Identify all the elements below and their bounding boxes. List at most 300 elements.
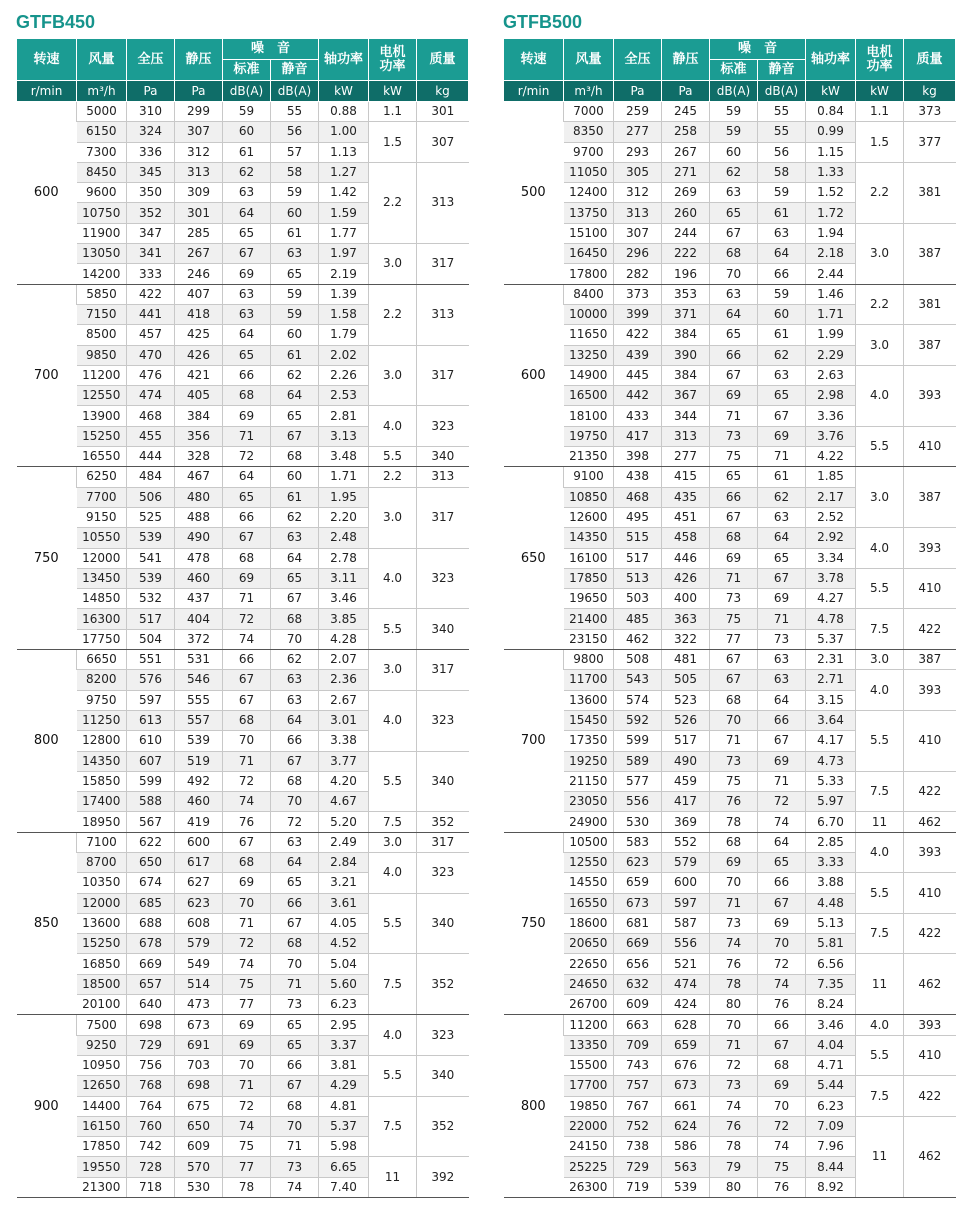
airflow-cell: 10850 bbox=[564, 487, 614, 507]
unit-total-pressure: Pa bbox=[127, 81, 175, 102]
shaft-power-cell: 7.96 bbox=[806, 1137, 856, 1157]
noise-silent-cell: 73 bbox=[271, 1157, 319, 1177]
total-pressure-cell: 513 bbox=[614, 568, 662, 588]
noise-standard-cell: 73 bbox=[710, 913, 758, 933]
noise-silent-cell: 70 bbox=[271, 792, 319, 812]
total-pressure-cell: 503 bbox=[614, 589, 662, 609]
header-noise: 噪 音 bbox=[710, 39, 806, 60]
shaft-power-cell: 3.88 bbox=[806, 873, 856, 893]
shaft-power-cell: 1.42 bbox=[319, 183, 369, 203]
shaft-power-cell: 1.72 bbox=[806, 203, 856, 223]
mass-cell: 323 bbox=[417, 852, 469, 893]
total-pressure-cell: 324 bbox=[127, 122, 175, 142]
table-row bbox=[17, 1096, 469, 1116]
airflow-cell: 15500 bbox=[564, 1055, 614, 1075]
total-pressure-cell: 517 bbox=[127, 609, 175, 629]
noise-silent-cell: 63 bbox=[758, 507, 806, 527]
table-row bbox=[504, 1035, 956, 1055]
noise-standard-cell: 63 bbox=[223, 284, 271, 304]
header-noise-silent: 静音 bbox=[271, 60, 319, 81]
noise-standard-cell: 70 bbox=[710, 710, 758, 730]
static-pressure-cell: 405 bbox=[175, 386, 223, 406]
mass-cell: 340 bbox=[417, 751, 469, 812]
noise-silent-cell: 71 bbox=[758, 609, 806, 629]
table-row bbox=[504, 832, 956, 852]
static-pressure-cell: 404 bbox=[175, 609, 223, 629]
static-pressure-cell: 556 bbox=[662, 934, 710, 954]
noise-silent-cell: 63 bbox=[271, 832, 319, 852]
noise-silent-cell: 63 bbox=[758, 670, 806, 690]
airflow-cell: 15250 bbox=[77, 426, 127, 446]
table-row bbox=[17, 467, 469, 487]
total-pressure-cell: 468 bbox=[127, 406, 175, 426]
airflow-cell: 17700 bbox=[564, 1076, 614, 1096]
airflow-cell: 21300 bbox=[77, 1177, 127, 1197]
airflow-cell: 24650 bbox=[564, 974, 614, 994]
total-pressure-cell: 293 bbox=[614, 142, 662, 162]
table-row bbox=[17, 832, 469, 852]
unit-airflow: m³/h bbox=[564, 81, 614, 102]
total-pressure-cell: 743 bbox=[614, 1055, 662, 1075]
static-pressure-cell: 623 bbox=[175, 893, 223, 913]
table-row bbox=[504, 1015, 956, 1035]
airflow-cell: 26300 bbox=[564, 1177, 614, 1197]
mass-cell: 462 bbox=[904, 954, 956, 1015]
total-pressure-cell: 610 bbox=[127, 731, 175, 751]
total-pressure-cell: 310 bbox=[127, 102, 175, 122]
mass-cell: 313 bbox=[417, 162, 469, 243]
static-pressure-cell: 600 bbox=[662, 873, 710, 893]
total-pressure-cell: 438 bbox=[614, 467, 662, 487]
noise-standard-cell: 70 bbox=[223, 731, 271, 751]
total-pressure-cell: 609 bbox=[614, 995, 662, 1015]
airflow-cell: 10000 bbox=[564, 304, 614, 324]
static-pressure-cell: 246 bbox=[175, 264, 223, 284]
total-pressure-cell: 623 bbox=[614, 852, 662, 872]
mass-cell: 393 bbox=[904, 1015, 956, 1035]
noise-standard-cell: 76 bbox=[710, 954, 758, 974]
shaft-power-cell: 1.71 bbox=[806, 304, 856, 324]
airflow-cell: 10550 bbox=[77, 528, 127, 548]
static-pressure-cell: 417 bbox=[662, 792, 710, 812]
shaft-power-cell: 4.73 bbox=[806, 751, 856, 771]
noise-silent-cell: 61 bbox=[758, 203, 806, 223]
static-pressure-cell: 418 bbox=[175, 304, 223, 324]
static-pressure-cell: 673 bbox=[175, 1015, 223, 1035]
noise-silent-cell: 68 bbox=[271, 771, 319, 791]
static-pressure-cell: 384 bbox=[175, 406, 223, 426]
mass-cell: 323 bbox=[417, 406, 469, 447]
static-pressure-cell: 609 bbox=[175, 1137, 223, 1157]
unit-mass: kg bbox=[417, 81, 469, 102]
speed-cell: 650 bbox=[504, 467, 564, 650]
shaft-power-cell: 5.33 bbox=[806, 771, 856, 791]
noise-standard-cell: 74 bbox=[223, 1116, 271, 1136]
airflow-cell: 19750 bbox=[564, 426, 614, 446]
table-row bbox=[504, 771, 956, 791]
motor-power-cell: 5.5 bbox=[369, 1055, 417, 1096]
noise-standard-cell: 63 bbox=[223, 183, 271, 203]
noise-standard-cell: 71 bbox=[223, 1076, 271, 1096]
motor-power-cell: 4.0 bbox=[369, 690, 417, 751]
noise-silent-cell: 67 bbox=[271, 426, 319, 446]
noise-standard-cell: 67 bbox=[223, 690, 271, 710]
noise-silent-cell: 67 bbox=[271, 589, 319, 609]
total-pressure-cell: 592 bbox=[614, 710, 662, 730]
noise-silent-cell: 59 bbox=[758, 183, 806, 203]
airflow-cell: 15450 bbox=[564, 710, 614, 730]
noise-silent-cell: 55 bbox=[271, 102, 319, 122]
motor-power-cell: 4.0 bbox=[369, 548, 417, 609]
shaft-power-cell: 8.24 bbox=[806, 995, 856, 1015]
static-pressure-cell: 415 bbox=[662, 467, 710, 487]
motor-power-cell: 7.5 bbox=[856, 1076, 904, 1117]
static-pressure-cell: 467 bbox=[175, 467, 223, 487]
noise-standard-cell: 74 bbox=[223, 629, 271, 649]
noise-standard-cell: 66 bbox=[223, 365, 271, 385]
total-pressure-cell: 439 bbox=[614, 345, 662, 365]
noise-silent-cell: 60 bbox=[271, 325, 319, 345]
noise-silent-cell: 62 bbox=[271, 507, 319, 527]
airflow-cell: 12000 bbox=[77, 548, 127, 568]
static-pressure-cell: 244 bbox=[662, 223, 710, 243]
noise-standard-cell: 73 bbox=[710, 426, 758, 446]
mass-cell: 387 bbox=[904, 223, 956, 284]
total-pressure-cell: 532 bbox=[127, 589, 175, 609]
static-pressure-cell: 424 bbox=[662, 995, 710, 1015]
static-pressure-cell: 260 bbox=[662, 203, 710, 223]
total-pressure-cell: 422 bbox=[127, 284, 175, 304]
mass-cell: 313 bbox=[417, 467, 469, 487]
table-row bbox=[504, 1076, 956, 1096]
noise-silent-cell: 73 bbox=[271, 995, 319, 1015]
airflow-cell: 15100 bbox=[564, 223, 614, 243]
airflow-cell: 18600 bbox=[564, 913, 614, 933]
shaft-power-cell: 3.61 bbox=[319, 893, 369, 913]
table-row bbox=[504, 284, 956, 304]
airflow-cell: 21400 bbox=[564, 609, 614, 629]
noise-silent-cell: 71 bbox=[271, 974, 319, 994]
motor-power-cell: 5.5 bbox=[856, 710, 904, 771]
table-row bbox=[504, 913, 956, 933]
speed-cell: 600 bbox=[17, 102, 77, 285]
table-row bbox=[504, 325, 956, 345]
airflow-cell: 9700 bbox=[564, 142, 614, 162]
noise-standard-cell: 67 bbox=[710, 670, 758, 690]
airflow-cell: 20100 bbox=[77, 995, 127, 1015]
shaft-power-cell: 2.18 bbox=[806, 244, 856, 264]
mass-cell: 301 bbox=[417, 102, 469, 122]
static-pressure-cell: 299 bbox=[175, 102, 223, 122]
table-row bbox=[17, 893, 469, 913]
motor-power-cell: 7.5 bbox=[369, 812, 417, 832]
speed-cell: 900 bbox=[17, 1015, 77, 1198]
noise-silent-cell: 66 bbox=[758, 873, 806, 893]
mass-cell: 387 bbox=[904, 467, 956, 528]
noise-standard-cell: 63 bbox=[223, 304, 271, 324]
total-pressure-cell: 678 bbox=[127, 934, 175, 954]
static-pressure-cell: 426 bbox=[175, 345, 223, 365]
unit-shaft-power: kW bbox=[806, 81, 856, 102]
noise-standard-cell: 66 bbox=[223, 650, 271, 670]
shaft-power-cell: 3.33 bbox=[806, 852, 856, 872]
table-row bbox=[504, 670, 956, 690]
motor-power-cell: 3.0 bbox=[856, 325, 904, 366]
airflow-cell: 8350 bbox=[564, 122, 614, 142]
noise-silent-cell: 68 bbox=[271, 1096, 319, 1116]
static-pressure-cell: 267 bbox=[662, 142, 710, 162]
static-pressure-cell: 419 bbox=[175, 812, 223, 832]
motor-power-cell: 3.0 bbox=[856, 223, 904, 284]
noise-standard-cell: 60 bbox=[710, 142, 758, 162]
airflow-cell: 10750 bbox=[77, 203, 127, 223]
noise-silent-cell: 67 bbox=[758, 568, 806, 588]
shaft-power-cell: 6.70 bbox=[806, 812, 856, 832]
static-pressure-cell: 459 bbox=[662, 771, 710, 791]
shaft-power-cell: 8.44 bbox=[806, 1157, 856, 1177]
shaft-power-cell: 3.36 bbox=[806, 406, 856, 426]
noise-silent-cell: 67 bbox=[758, 731, 806, 751]
total-pressure-cell: 484 bbox=[127, 467, 175, 487]
static-pressure-cell: 530 bbox=[175, 1177, 223, 1197]
total-pressure-cell: 530 bbox=[614, 812, 662, 832]
speed-cell: 800 bbox=[17, 650, 77, 833]
noise-standard-cell: 64 bbox=[223, 467, 271, 487]
noise-standard-cell: 70 bbox=[223, 893, 271, 913]
mass-cell: 410 bbox=[904, 1035, 956, 1076]
noise-silent-cell: 69 bbox=[758, 426, 806, 446]
airflow-cell: 21150 bbox=[564, 771, 614, 791]
shaft-power-cell: 2.95 bbox=[319, 1015, 369, 1035]
airflow-cell: 13250 bbox=[564, 345, 614, 365]
static-pressure-cell: 328 bbox=[175, 447, 223, 467]
airflow-cell: 14200 bbox=[77, 264, 127, 284]
static-pressure-cell: 531 bbox=[175, 650, 223, 670]
shaft-power-cell: 3.38 bbox=[319, 731, 369, 751]
shaft-power-cell: 3.81 bbox=[319, 1055, 369, 1075]
shaft-power-cell: 4.28 bbox=[319, 629, 369, 649]
total-pressure-cell: 760 bbox=[127, 1116, 175, 1136]
total-pressure-cell: 757 bbox=[614, 1076, 662, 1096]
motor-power-cell: 3.0 bbox=[369, 832, 417, 852]
static-pressure-cell: 480 bbox=[175, 487, 223, 507]
motor-power-cell: 2.2 bbox=[369, 284, 417, 345]
unit-shaft-power: kW bbox=[319, 81, 369, 102]
motor-power-cell: 5.5 bbox=[369, 447, 417, 467]
total-pressure-cell: 650 bbox=[127, 852, 175, 872]
noise-standard-cell: 65 bbox=[223, 223, 271, 243]
static-pressure-cell: 390 bbox=[662, 345, 710, 365]
airflow-cell: 19250 bbox=[564, 751, 614, 771]
noise-silent-cell: 66 bbox=[758, 1015, 806, 1035]
unit-motor-power: kW bbox=[369, 81, 417, 102]
noise-standard-cell: 71 bbox=[223, 589, 271, 609]
static-pressure-cell: 597 bbox=[662, 893, 710, 913]
static-pressure-cell: 425 bbox=[175, 325, 223, 345]
total-pressure-cell: 767 bbox=[614, 1096, 662, 1116]
airflow-cell: 14900 bbox=[564, 365, 614, 385]
noise-silent-cell: 67 bbox=[271, 1076, 319, 1096]
shaft-power-cell: 1.58 bbox=[319, 304, 369, 324]
airflow-cell: 22000 bbox=[564, 1116, 614, 1136]
shaft-power-cell: 3.11 bbox=[319, 568, 369, 588]
shaft-power-cell: 0.84 bbox=[806, 102, 856, 122]
static-pressure-cell: 492 bbox=[175, 771, 223, 791]
header-mass: 质量 bbox=[417, 39, 469, 81]
airflow-cell: 16150 bbox=[77, 1116, 127, 1136]
noise-standard-cell: 71 bbox=[710, 1035, 758, 1055]
noise-silent-cell: 63 bbox=[758, 365, 806, 385]
total-pressure-cell: 433 bbox=[614, 406, 662, 426]
shaft-power-cell: 6.65 bbox=[319, 1157, 369, 1177]
airflow-cell: 12550 bbox=[77, 386, 127, 406]
total-pressure-cell: 444 bbox=[127, 447, 175, 467]
noise-silent-cell: 59 bbox=[271, 284, 319, 304]
mass-cell: 340 bbox=[417, 447, 469, 467]
header-noise-silent: 静音 bbox=[758, 60, 806, 81]
total-pressure-cell: 313 bbox=[614, 203, 662, 223]
total-pressure-cell: 476 bbox=[127, 365, 175, 385]
static-pressure-cell: 245 bbox=[662, 102, 710, 122]
total-pressure-cell: 551 bbox=[127, 650, 175, 670]
static-pressure-cell: 552 bbox=[662, 832, 710, 852]
table-row bbox=[504, 162, 956, 182]
shaft-power-cell: 3.34 bbox=[806, 548, 856, 568]
static-pressure-cell: 474 bbox=[662, 974, 710, 994]
noise-standard-cell: 67 bbox=[710, 223, 758, 243]
total-pressure-cell: 588 bbox=[127, 792, 175, 812]
shaft-power-cell: 2.98 bbox=[806, 386, 856, 406]
noise-standard-cell: 72 bbox=[710, 1055, 758, 1075]
noise-standard-cell: 74 bbox=[223, 792, 271, 812]
shaft-power-cell: 5.60 bbox=[319, 974, 369, 994]
shaft-power-cell: 3.48 bbox=[319, 447, 369, 467]
shaft-power-cell: 2.78 bbox=[319, 548, 369, 568]
static-pressure-cell: 446 bbox=[662, 548, 710, 568]
total-pressure-cell: 347 bbox=[127, 223, 175, 243]
mass-cell: 422 bbox=[904, 913, 956, 954]
static-pressure-cell: 271 bbox=[662, 162, 710, 182]
mass-cell: 340 bbox=[417, 893, 469, 954]
static-pressure-cell: 460 bbox=[175, 568, 223, 588]
mass-cell: 317 bbox=[417, 244, 469, 285]
total-pressure-cell: 583 bbox=[614, 832, 662, 852]
total-pressure-cell: 504 bbox=[127, 629, 175, 649]
total-pressure-cell: 607 bbox=[127, 751, 175, 771]
static-pressure-cell: 546 bbox=[175, 670, 223, 690]
shaft-power-cell: 5.81 bbox=[806, 934, 856, 954]
motor-power-cell: 3.0 bbox=[369, 345, 417, 406]
noise-silent-cell: 59 bbox=[271, 304, 319, 324]
total-pressure-cell: 728 bbox=[127, 1157, 175, 1177]
static-pressure-cell: 258 bbox=[662, 122, 710, 142]
noise-silent-cell: 55 bbox=[758, 122, 806, 142]
airflow-cell: 10500 bbox=[564, 832, 614, 852]
total-pressure-cell: 656 bbox=[614, 954, 662, 974]
unit-noise-standard: dB(A) bbox=[223, 81, 271, 102]
noise-silent-cell: 65 bbox=[271, 568, 319, 588]
airflow-cell: 16300 bbox=[77, 609, 127, 629]
static-pressure-cell: 514 bbox=[175, 974, 223, 994]
airflow-cell: 12000 bbox=[77, 893, 127, 913]
airflow-cell: 13350 bbox=[564, 1035, 614, 1055]
shaft-power-cell: 1.85 bbox=[806, 467, 856, 487]
mass-cell: 381 bbox=[904, 162, 956, 223]
noise-standard-cell: 75 bbox=[710, 447, 758, 467]
motor-power-cell: 7.5 bbox=[856, 913, 904, 954]
static-pressure-cell: 367 bbox=[662, 386, 710, 406]
static-pressure-cell: 526 bbox=[662, 710, 710, 730]
noise-standard-cell: 72 bbox=[223, 447, 271, 467]
noise-standard-cell: 80 bbox=[710, 1177, 758, 1197]
table-row bbox=[504, 528, 956, 548]
noise-standard-cell: 71 bbox=[710, 893, 758, 913]
mass-cell: 352 bbox=[417, 1096, 469, 1157]
mass-cell: 323 bbox=[417, 548, 469, 609]
noise-silent-cell: 65 bbox=[271, 264, 319, 284]
static-pressure-cell: 488 bbox=[175, 507, 223, 527]
noise-standard-cell: 74 bbox=[710, 1096, 758, 1116]
table-row bbox=[504, 609, 956, 629]
shaft-power-cell: 4.48 bbox=[806, 893, 856, 913]
shaft-power-cell: 2.71 bbox=[806, 670, 856, 690]
mass-cell: 422 bbox=[904, 771, 956, 812]
motor-power-cell: 11 bbox=[856, 1116, 904, 1197]
total-pressure-cell: 541 bbox=[127, 548, 175, 568]
motor-power-cell: 4.0 bbox=[856, 670, 904, 711]
shaft-power-cell: 1.15 bbox=[806, 142, 856, 162]
speed-cell: 750 bbox=[504, 832, 564, 1015]
shaft-power-cell: 2.20 bbox=[319, 507, 369, 527]
noise-silent-cell: 68 bbox=[271, 447, 319, 467]
unit-static-pressure: Pa bbox=[662, 81, 710, 102]
noise-standard-cell: 75 bbox=[223, 1137, 271, 1157]
noise-standard-cell: 67 bbox=[710, 507, 758, 527]
airflow-cell: 8700 bbox=[77, 852, 127, 872]
total-pressure-cell: 556 bbox=[614, 792, 662, 812]
noise-silent-cell: 70 bbox=[758, 1096, 806, 1116]
performance-table bbox=[16, 38, 469, 1198]
static-pressure-cell: 384 bbox=[662, 365, 710, 385]
airflow-cell: 12600 bbox=[564, 507, 614, 527]
airflow-cell: 17800 bbox=[564, 264, 614, 284]
header-motor-power: 电机功率 bbox=[369, 39, 417, 81]
static-pressure-cell: 549 bbox=[175, 954, 223, 974]
noise-standard-cell: 72 bbox=[223, 934, 271, 954]
shaft-power-cell: 1.99 bbox=[806, 325, 856, 345]
noise-silent-cell: 71 bbox=[758, 771, 806, 791]
motor-power-cell: 3.0 bbox=[856, 467, 904, 528]
shaft-power-cell: 1.77 bbox=[319, 223, 369, 243]
total-pressure-cell: 589 bbox=[614, 751, 662, 771]
table-row bbox=[504, 223, 956, 243]
static-pressure-cell: 691 bbox=[175, 1035, 223, 1055]
noise-silent-cell: 64 bbox=[271, 386, 319, 406]
static-pressure-cell: 222 bbox=[662, 244, 710, 264]
noise-silent-cell: 64 bbox=[758, 528, 806, 548]
total-pressure-cell: 515 bbox=[614, 528, 662, 548]
total-pressure-cell: 752 bbox=[614, 1116, 662, 1136]
total-pressure-cell: 669 bbox=[127, 954, 175, 974]
airflow-cell: 9150 bbox=[77, 507, 127, 527]
unit-speed: r/min bbox=[504, 81, 564, 102]
noise-silent-cell: 74 bbox=[758, 812, 806, 832]
unit-mass: kg bbox=[904, 81, 956, 102]
shaft-power-cell: 3.01 bbox=[319, 710, 369, 730]
static-pressure-cell: 555 bbox=[175, 690, 223, 710]
airflow-cell: 17400 bbox=[77, 792, 127, 812]
noise-standard-cell: 63 bbox=[710, 284, 758, 304]
